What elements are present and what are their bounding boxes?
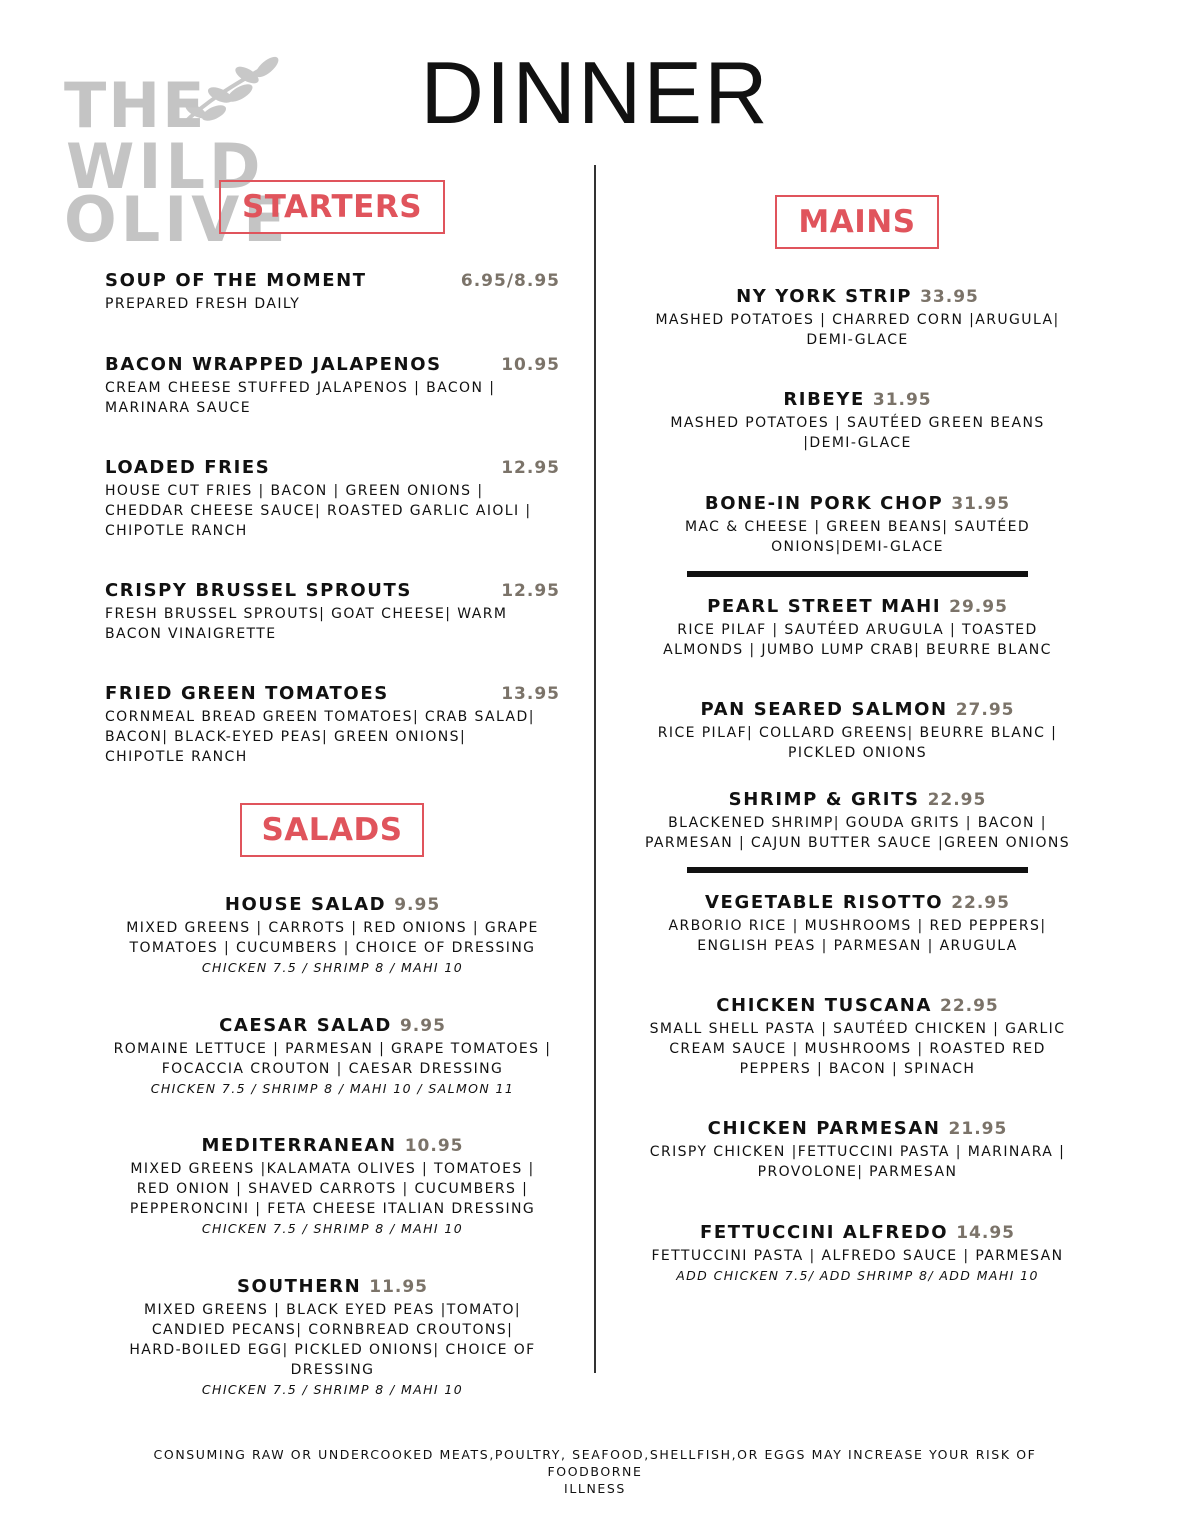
section-rule — [687, 571, 1028, 577]
item-name: FETTUCCINI ALFREDO — [699, 1222, 949, 1243]
item-price: 13.95 — [501, 684, 560, 704]
item-description: FRESH BRUSSEL SPROUTS| GOAT CHEESE| WARM — [105, 606, 508, 622]
mains-heading-text: MAINS — [798, 204, 916, 240]
menu-item — [625, 284, 1090, 350]
item-description: ARBORIO RICE | MUSHROOMS | RED PEPPERS| — [668, 918, 1047, 934]
item-addons: CHICKEN 7.5 / SHRIMP 8 / MAHI 10 — [201, 1382, 464, 1397]
item-description: ONIONS|DEMI-GLACE — [771, 539, 944, 555]
item-description: DRESSING — [290, 1362, 375, 1378]
item-name: RIBEYE — [783, 389, 865, 410]
item-description: PREPARED FRESH DAILY — [105, 296, 301, 312]
item-description: BLACKENED SHRIMP| GOUDA GRITS | BACON | — [668, 815, 1047, 831]
item-description: DEMI-GLACE — [806, 332, 909, 348]
item-description: MIXED GREENS | BLACK EYED PEAS |TOMATO| — [143, 1302, 521, 1318]
item-description: CORNMEAL BREAD GREEN TOMATOES| CRAB SALAD| — [105, 709, 535, 725]
item-description: RICE PILAF | SAUTÉED ARUGULA | TOASTED — [677, 622, 1038, 638]
item-description: CHIPOTLE RANCH — [105, 523, 248, 539]
item-description: HARD-BOILED EGG| PICKLED ONIONS| CHOICE OF — [129, 1342, 536, 1358]
item-description: SMALL SHELL PASTA | SAUTÉED CHICKEN | GARLIC — [649, 1021, 1066, 1037]
item-description: BACON VINAIGRETTE — [105, 626, 277, 642]
item-description: CREAM SAUCE | MUSHROOMS | ROASTED RED — [669, 1041, 1046, 1057]
item-description: CHEDDAR CHEESE SAUCE| ROASTED GARLIC AIOLI | — [105, 503, 532, 519]
starters-heading-text: STARTERS — [241, 189, 423, 225]
item-name: CAESAR SALAD — [219, 1015, 392, 1036]
item-name: SOUTHERN — [236, 1276, 362, 1297]
item-addons: ADD CHICKEN 7.5/ ADD SHRIMP 8/ ADD MAHI 10 — [676, 1268, 1039, 1283]
menu-item — [105, 457, 560, 541]
item-price: 10.95 — [404, 1136, 464, 1156]
menu-item — [95, 1133, 570, 1238]
item-name: VEGETABLE RISOTTO — [705, 892, 944, 913]
item-price: 31.95 — [951, 494, 1011, 514]
menu-item — [625, 993, 1090, 1079]
menu-item — [625, 594, 1090, 660]
item-price: 21.95 — [948, 1119, 1008, 1139]
item-price: 22.95 — [951, 893, 1010, 913]
section-rule — [687, 867, 1028, 873]
menu-item — [95, 1274, 570, 1399]
item-description: HOUSE CUT FRIES | BACON | GREEN ONIONS | — [105, 483, 484, 499]
item-description: CHIPOTLE RANCH — [105, 749, 248, 765]
notice-line: ILLNESS — [564, 1481, 626, 1496]
item-addons: CHICKEN 7.5 / SHRIMP 8 / MAHI 10 — [201, 960, 464, 975]
menu-item — [625, 890, 1090, 956]
item-description: PEPPERS | BACON | SPINACH — [739, 1061, 976, 1077]
column-divider — [594, 165, 596, 1373]
item-name: NY YORK STRIP — [736, 286, 913, 307]
item-name: FRIED GREEN TOMATOES — [105, 683, 389, 704]
item-price: 22.95 — [927, 790, 987, 810]
item-name: PAN SEARED SALMON — [700, 699, 948, 720]
item-description: PICKLED ONIONS — [787, 745, 927, 761]
item-description: MASHED POTATOES | SAUTÉED GREEN BEANS — [670, 415, 1045, 431]
item-price: 22.95 — [939, 996, 999, 1016]
item-price: 31.95 — [872, 390, 932, 410]
item-price: 33.95 — [920, 287, 979, 307]
item-name: CHICKEN TUSCANA — [716, 995, 932, 1016]
item-price: 11.95 — [369, 1277, 429, 1297]
menu-item — [95, 1013, 570, 1098]
item-price: 6.95/8.95 — [460, 271, 560, 291]
item-description: ALMONDS | JUMBO LUMP CRAB| BEURRE BLANC — [663, 642, 1052, 658]
item-name: LOADED FRIES — [105, 457, 271, 478]
item-description: FOCACCIA CROUTON | CAESAR DRESSING — [161, 1061, 504, 1077]
item-price: 12.95 — [501, 581, 560, 601]
item-description: CANDIED PECANS| CORNBREAD CROUTONS| — [151, 1322, 514, 1338]
menu-item — [625, 387, 1090, 453]
item-description: RICE PILAF| COLLARD GREENS| BEURRE BLANC | — [657, 725, 1058, 741]
item-description: BACON| BLACK-EYED PEAS| GREEN ONIONS| — [105, 729, 467, 745]
svg-text:THE: THE — [64, 69, 207, 142]
item-name: HOUSE SALAD — [224, 894, 387, 915]
item-description: MASHED POTATOES | CHARRED CORN |ARUGULA| — [655, 312, 1060, 328]
menu-item — [625, 697, 1090, 763]
item-price: 29.95 — [949, 597, 1008, 617]
item-description: CRISPY CHICKEN |FETTUCCINI PASTA | MARINARA | — [649, 1144, 1066, 1160]
salads-heading — [240, 803, 424, 857]
svg-text:WILD: WILD — [66, 130, 265, 203]
item-addons: CHICKEN 7.5 / SHRIMP 8 / MAHI 10 — [201, 1221, 464, 1236]
item-description: FETTUCCINI PASTA | ALFREDO SAUCE | PARMESAN — [651, 1248, 1064, 1264]
item-price: 9.95 — [394, 895, 441, 915]
item-description: RED ONION | SHAVED CARROTS | CUCUMBERS | — [136, 1181, 529, 1197]
item-price: 27.95 — [955, 700, 1015, 720]
menu-item — [105, 683, 560, 767]
item-description: MAC & CHEESE | GREEN BEANS| SAUTÉED — [684, 519, 1031, 535]
item-name: CHICKEN PARMESAN — [707, 1118, 941, 1139]
item-price: 10.95 — [501, 355, 560, 375]
item-addons: CHICKEN 7.5 / SHRIMP 8 / MAHI 10 / SALMON 11 — [150, 1081, 515, 1096]
page-title: DINNER — [420, 43, 770, 142]
item-description: MARINARA SAUCE — [105, 400, 251, 416]
item-name: BONE-IN PORK CHOP — [704, 493, 944, 514]
item-price: 14.95 — [956, 1223, 1015, 1243]
item-name: PEARL STREET MAHI — [707, 596, 942, 617]
svg-text:OLIVE: OLIVE — [64, 183, 290, 255]
item-description: CREAM CHEESE STUFFED JALAPENOS | BACON | — [105, 380, 496, 396]
item-description: MIXED GREENS |KALAMATA OLIVES | TOMATOES | — [130, 1161, 535, 1177]
menu-item — [625, 1220, 1090, 1285]
food-safety-notice — [110, 1446, 1080, 1497]
menu-item — [105, 270, 560, 314]
item-price: 12.95 — [501, 458, 560, 478]
item-description: |DEMI-GLACE — [803, 435, 912, 451]
menu-item — [105, 354, 560, 418]
menu-item — [625, 1116, 1090, 1182]
item-name: BACON WRAPPED JALAPENOS — [105, 354, 442, 375]
starters-heading — [219, 180, 445, 234]
item-description: MIXED GREENS | CARROTS | RED ONIONS | GRAPE — [126, 920, 539, 936]
item-description: PROVOLONE| PARMESAN — [757, 1164, 958, 1180]
menu-item — [625, 491, 1090, 557]
item-description: PEPPERONCINI | FETA CHEESE ITALIAN DRESSING — [129, 1201, 536, 1217]
item-name: MEDITERRANEAN — [201, 1135, 397, 1156]
item-name: SOUP OF THE MOMENT — [105, 270, 367, 291]
item-description: TOMATOES | CUCUMBERS | CHOICE OF DRESSING — [129, 940, 536, 956]
item-description: ENGLISH PEAS | PARMESAN | ARUGULA — [697, 938, 1018, 954]
menu-item — [625, 787, 1090, 853]
item-name: CRISPY BRUSSEL SPROUTS — [105, 580, 412, 601]
item-price: 9.95 — [399, 1016, 446, 1036]
menu-item — [105, 580, 560, 644]
menu-item — [95, 892, 570, 977]
mains-heading — [775, 195, 939, 249]
item-description: PARMESAN | CAJUN BUTTER SAUCE |GREEN ONIONS — [644, 835, 1071, 851]
notice-line: CONSUMING RAW OR UNDERCOOKED MEATS,POULTRY, SEAFOOD,SHELLFISH,OR EGGS MAY INCREASE YOUR RISK OF FOODBORNE — [153, 1447, 1037, 1479]
salads-heading-text: SALADS — [261, 812, 403, 848]
item-name: SHRIMP & GRITS — [728, 789, 920, 810]
item-description: ROMAINE LETTUCE | PARMESAN | GRAPE TOMATOES | — [113, 1041, 552, 1057]
